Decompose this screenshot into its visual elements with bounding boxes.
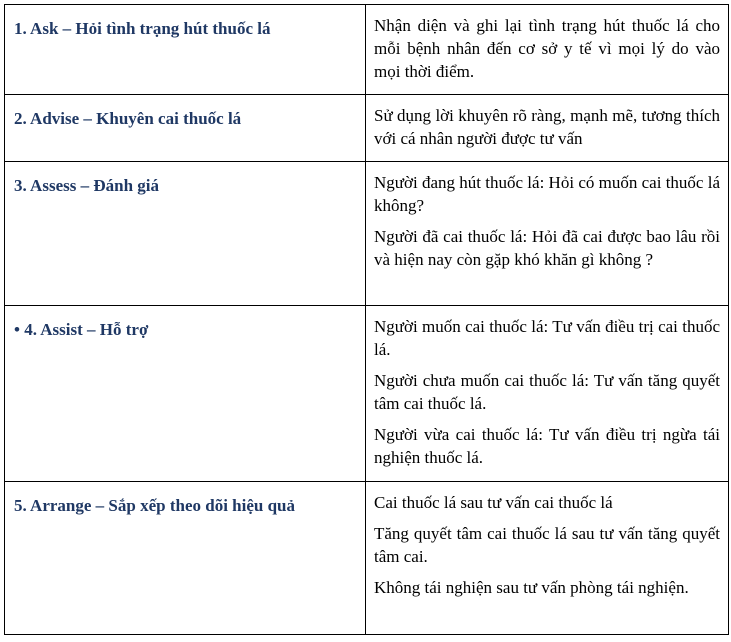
step-title-cell: [5, 162, 366, 306]
document-area: [4, 4, 729, 635]
step-description: Không tái nghiện sau tư vấn phòng tái nghiện.: [374, 578, 689, 597]
step-description-cell: [366, 306, 729, 482]
step-title: 3. Assess – Đánh giá: [14, 176, 160, 195]
table-row: [5, 5, 729, 95]
step-title: 2. Advise – Khuyên cai thuốc lá: [14, 109, 242, 128]
step-title-cell: [5, 482, 366, 635]
step-description: Người chưa muốn cai thuốc lá: Tư vấn tăng quyết tâm cai thuốc lá.: [374, 371, 720, 413]
step-title-cell: [5, 306, 366, 482]
step-description: Sử dụng lời khuyên rõ ràng, mạnh mẽ, tương thích với cá nhân người được tư vấn: [374, 106, 720, 148]
table-row: [5, 306, 729, 482]
step-description-cell: [366, 482, 729, 635]
step-title: 1. Ask – Hỏi tình trạng hút thuốc lá: [14, 19, 271, 38]
step-description: Người vừa cai thuốc lá: Tư vấn điều trị ngừa tái nghiện thuốc lá.: [374, 425, 720, 467]
step-description: Nhận diện và ghi lại tình trạng hút thuốc lá cho mỗi bệnh nhân đến cơ sở y tế vì mọi lý do vào mọi thời điểm.: [374, 16, 720, 81]
step-description: Tăng quyết tâm cai thuốc lá sau tư vấn tăng quyết tâm cai.: [374, 524, 720, 566]
step-description: Người muốn cai thuốc lá: Tư vấn điều trị cai thuốc lá.: [374, 317, 720, 359]
step-title-cell: [5, 95, 366, 162]
step-title: 5. Arrange – Sắp xếp theo dõi hiệu quả: [14, 496, 296, 515]
step-description: Cai thuốc lá sau tư vấn cai thuốc lá: [374, 493, 613, 512]
table-row: [5, 95, 729, 162]
table-row: [5, 482, 729, 635]
step-description-cell: [366, 5, 729, 95]
step-title: • 4. Assist – Hỗ trợ: [14, 320, 149, 339]
step-description-cell: [366, 162, 729, 306]
five-a-table: [4, 4, 729, 635]
step-description: Người đang hút thuốc lá: Hỏi có muốn cai thuốc lá không?: [374, 173, 720, 215]
table-row: [5, 162, 729, 306]
step-title-cell: [5, 5, 366, 95]
step-description: Người đã cai thuốc lá: Hỏi đã cai được bao lâu rồi và hiện nay còn gặp khó khăn gì không ?: [374, 227, 720, 269]
step-description-cell: [366, 95, 729, 162]
